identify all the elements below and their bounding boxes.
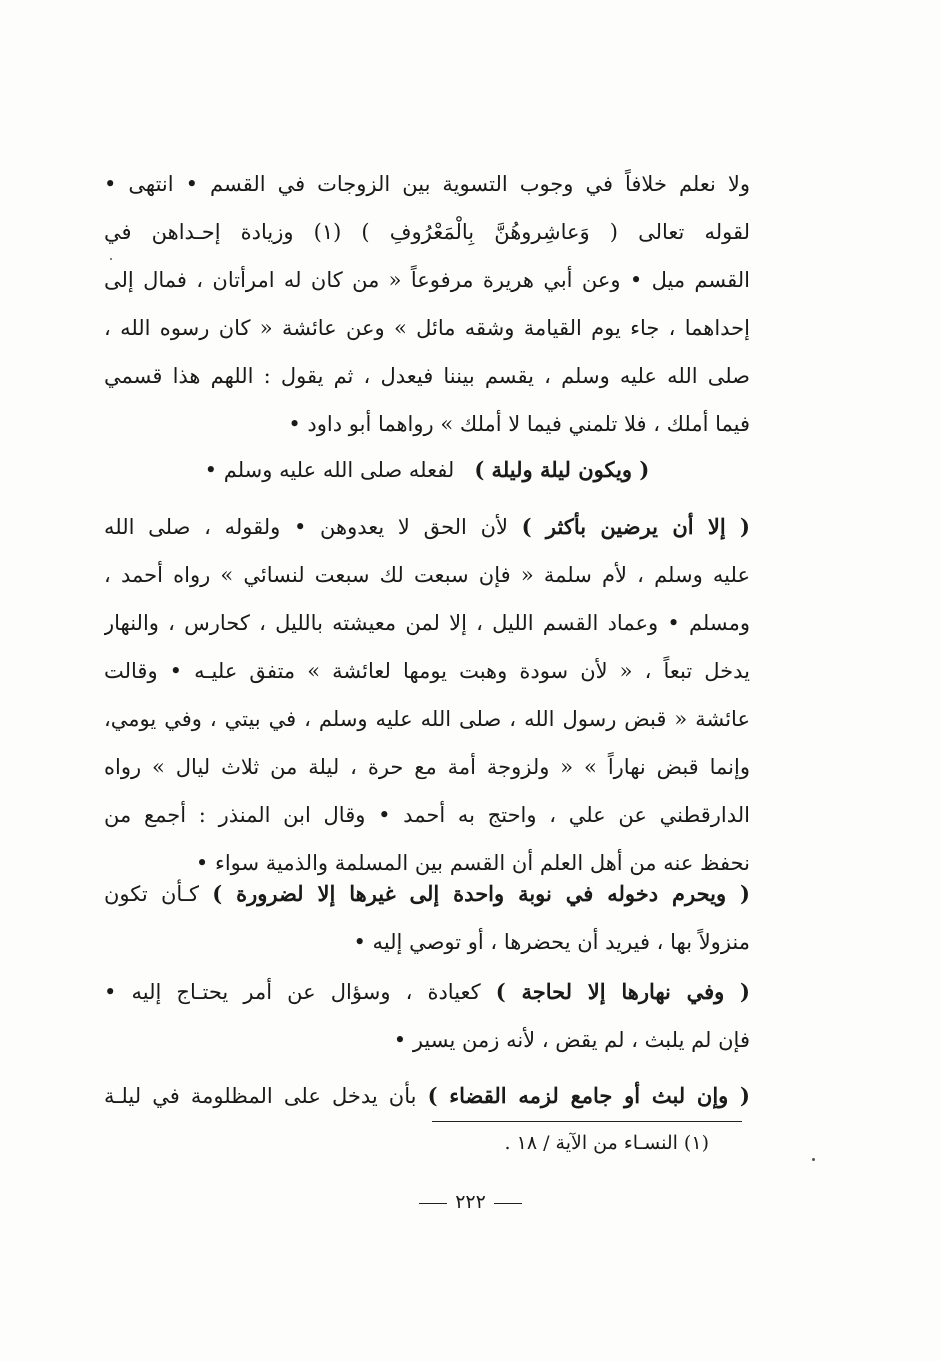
page-number-dash (419, 1203, 447, 1204)
text-line: ولا نعلم خلافاً في وجوب التسوية بين الزوجات في القسم • انتهى • (104, 172, 750, 196)
text-line: منزولاً بها ، فيريد أن يحضرها ، أو توصي إليه • (353, 930, 750, 954)
scan-speck (812, 1158, 815, 1161)
sharh-text: بأن يدخل على المظلومة في ليلـة (104, 1084, 428, 1108)
paragraph-1 (104, 160, 750, 448)
matn-heading: ( إلا أن يرضين بأكثر ) (521, 514, 750, 539)
footnote-separator (432, 1121, 742, 1122)
matn-heading: ( وإن لبث أو جامع لزمه القضاء ) (427, 1083, 750, 1108)
sharh-text: لأن الحق لا يعدوهن • ولقوله ، صلى الله (104, 515, 522, 539)
paragraph-4 (104, 870, 750, 966)
text-line (104, 1072, 750, 1120)
text-line: لقوله تعالى ( وَعاشِروهُنَّ بِالْمَعْرُوفِ ) (١) وزيادة إحـداهن في (104, 220, 750, 244)
sharh-text: كـأن تكون (104, 882, 213, 906)
text-line: إحداهما ، جاء يوم القيامة وشقه مائل » وعن عائشة « كان رسوه الله ، (104, 316, 750, 340)
paragraph-6 (104, 1072, 750, 1120)
section-heading: ( ويكون ليلة وليلة ) (474, 457, 650, 482)
scan-speck (110, 258, 112, 260)
text-line: عائشة « قبض رسول الله ، صلى الله عليه وسلم ، في بيتي ، وفي يومي، (104, 707, 750, 731)
paragraph-5 (104, 968, 750, 1064)
page-number-dash (494, 1203, 522, 1204)
text-line: صلى الله عليه وسلم ، يقسم بيننا فيعدل ، ثم يقول : اللهم هذا قسمي (104, 364, 750, 388)
text-line: عليه وسلم ، لأم سلمة « فإن سبعت لك سبعت لنسائي » رواه أحمد ، (104, 563, 750, 587)
text-line: فإن لم يلبث ، لم يقض ، لأنه زمن يسير • (393, 1028, 750, 1052)
text-line: القسم ميل • وعن أبي هريرة مرفوعاً « من كان له امرأتان ، فمال إلى (104, 268, 750, 292)
sharh-text: كعيادة ، وسؤال عن أمر يحتـاج إليه • (104, 980, 496, 1004)
text-line: ومسلم • وعماد القسم الليل ، إلا لمن معيشته بالليل ، كحارس ، والنهار (104, 611, 750, 635)
matn-heading: ( وفي نهارها إلا لحاجة ) (495, 979, 750, 1004)
section-text: لفعله صلى الله عليه وسلم • (204, 458, 455, 482)
footnote: (١) النسـاء من الآية / ١٨ . (504, 1132, 709, 1154)
text-line: يدخل تبعاً ، « لأن سودة وهبت يومها لعائشة » متفق عليـه • وقالت (104, 659, 750, 683)
matn-heading: ( ويحرم دخوله في نوبة واحدة إلى غيرها إلا لضرورة ) (212, 881, 750, 906)
text-line (104, 503, 750, 551)
paragraph-3 (104, 503, 750, 887)
paragraph-2 (104, 452, 750, 488)
text-line: الدارقطني عن علي ، واحتج به أحمد • وقال ابن المنذر : أجمع من (104, 803, 750, 827)
page-number-value: ٢٢٢ (455, 1191, 486, 1213)
text-line: وإنما قبض نهاراً » « ولزوجة أمة مع حرة ، ليلة من ثلاث ليال » رواه (104, 755, 750, 779)
text-line: فيما أملك ، فلا تلمني فيما لا أملك » رواهما أبو داود • (288, 412, 750, 436)
text-line: نحفظ عنه من أهل العلم أن القسم بين المسلمة والذمية سواء • (195, 851, 750, 875)
text-line (104, 870, 750, 918)
text-line (104, 968, 750, 1016)
page-number (0, 1191, 941, 1213)
